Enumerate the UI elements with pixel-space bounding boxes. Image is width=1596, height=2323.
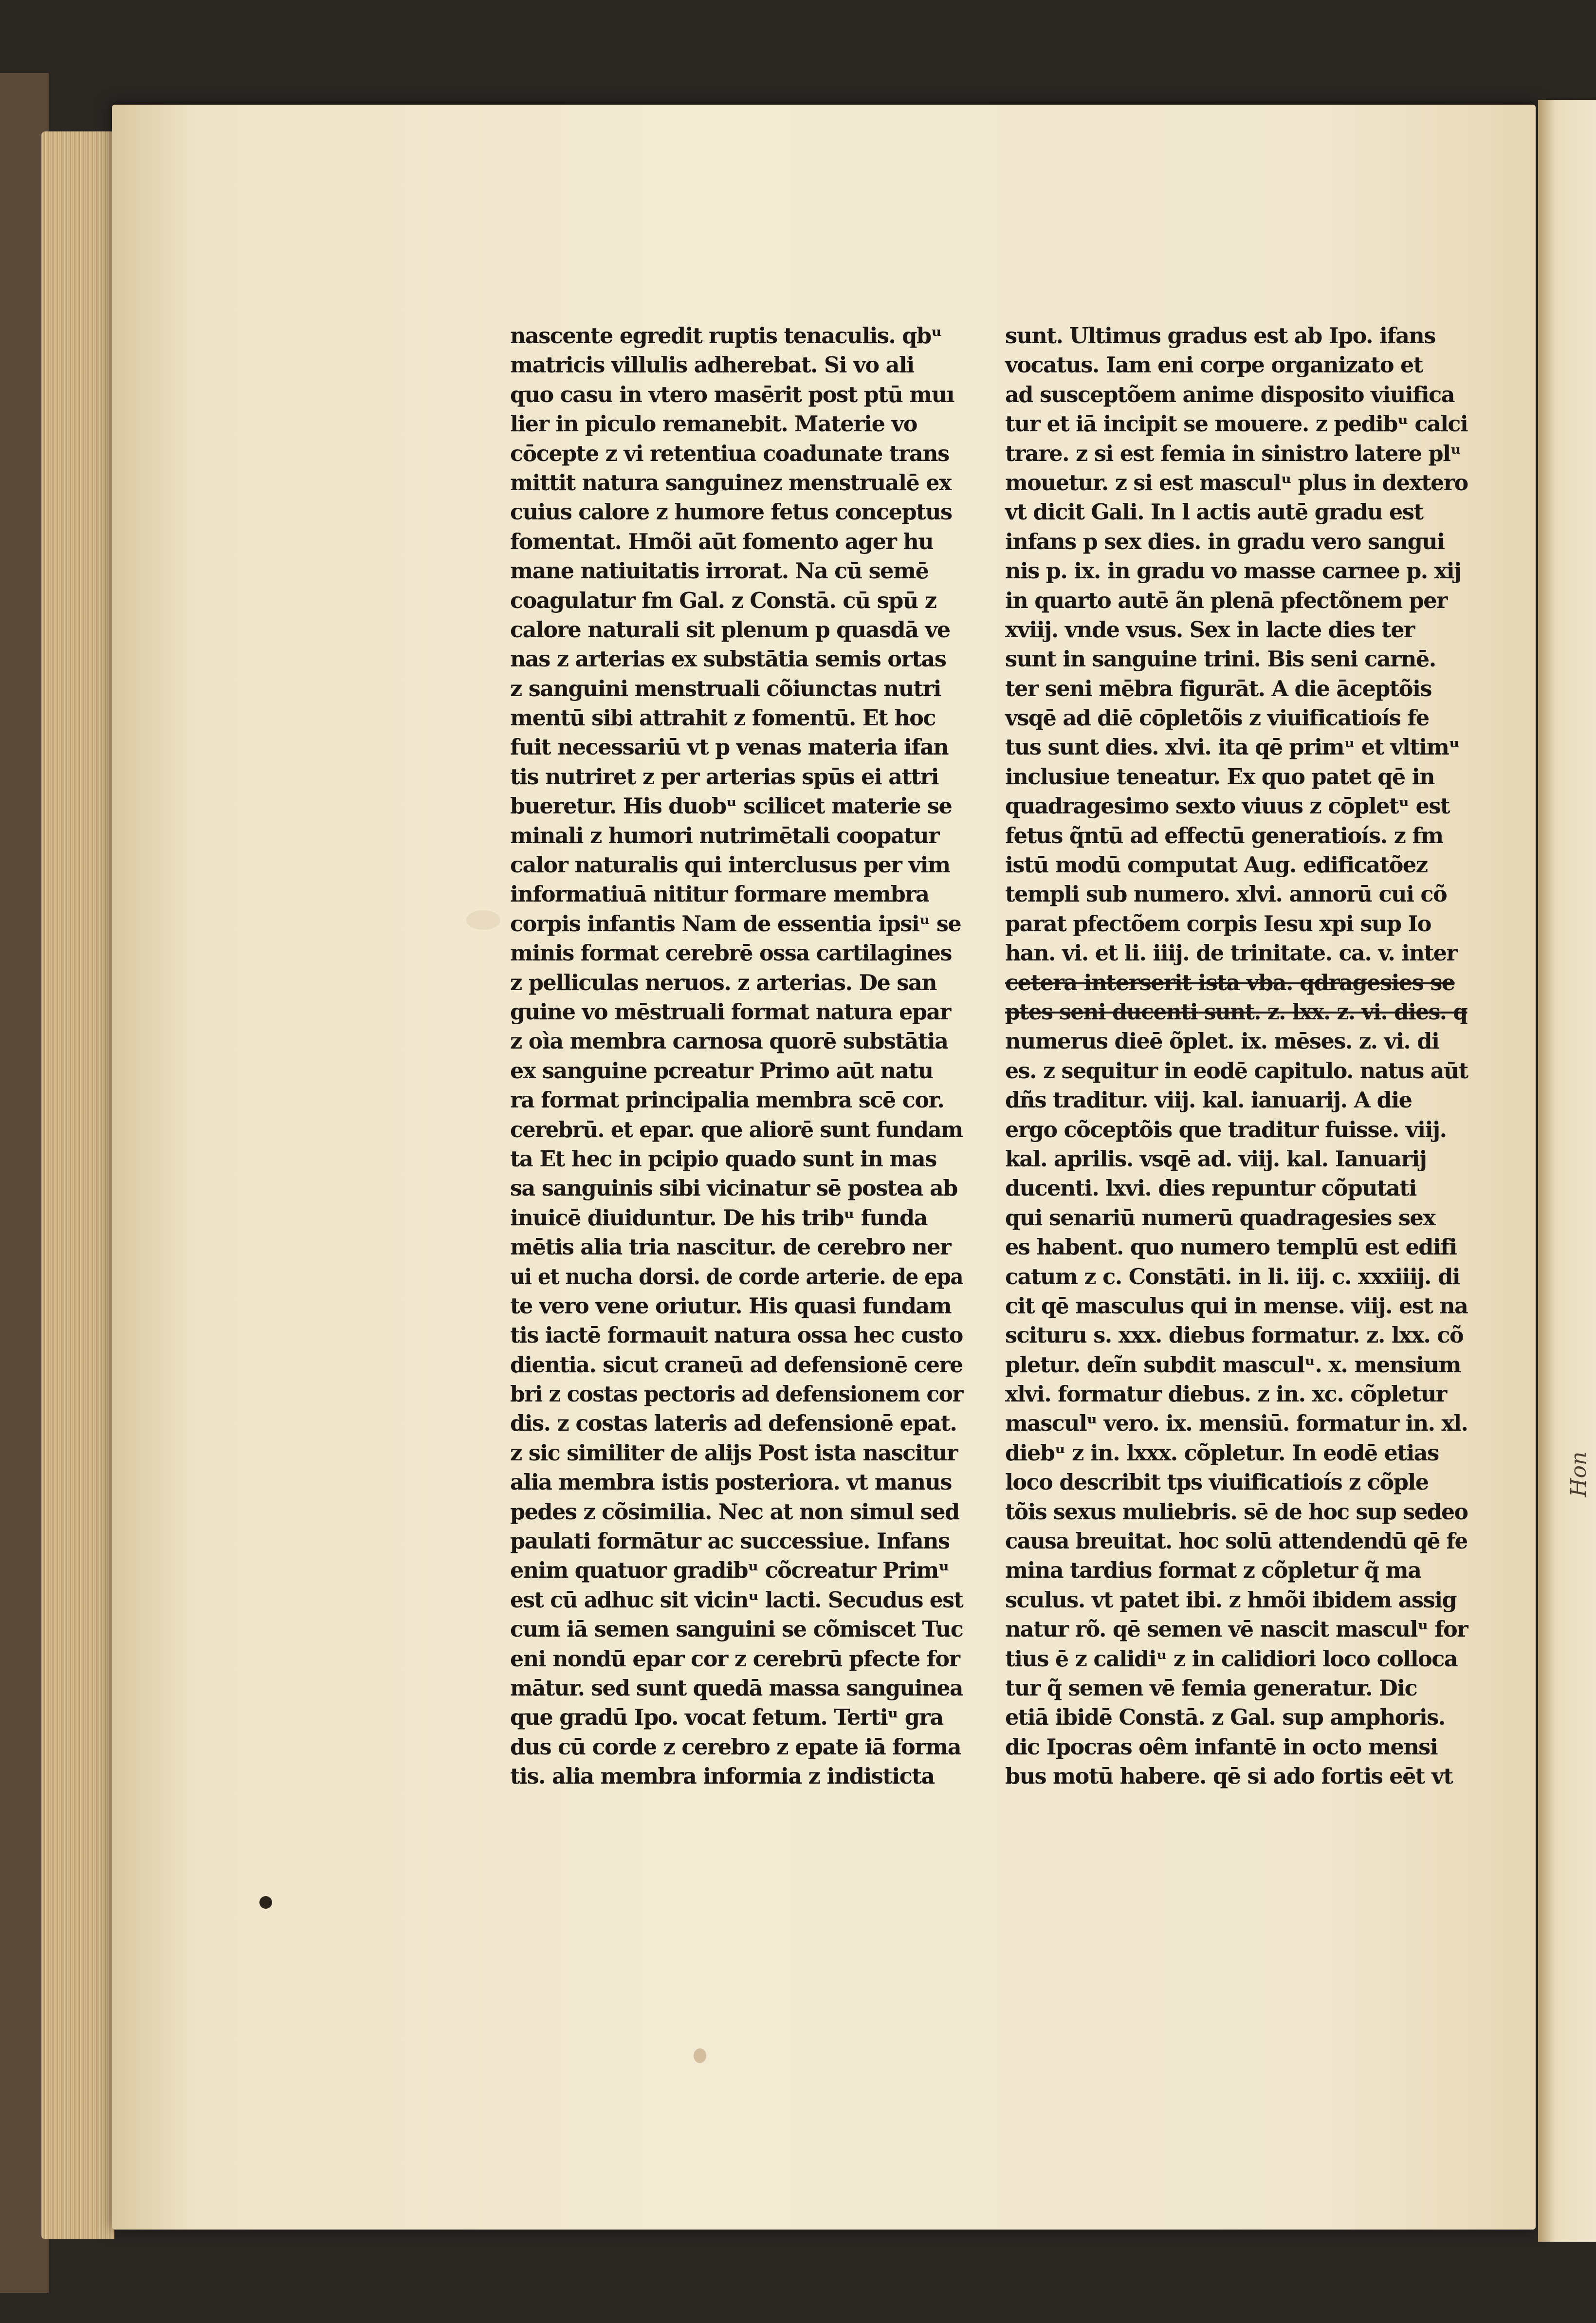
text-line: ad susceptõem anime disposito viuifica <box>1005 382 1455 407</box>
text-line: cetera interserit ista vba. qdragesies se <box>1005 970 1455 996</box>
text-line: eni nondū epar cor z cerebrū pfecte for <box>510 1646 960 1672</box>
text-line: tur q̃ semen vē femia generatur. Dic <box>1005 1675 1417 1701</box>
text-line: numerus dieē õplet. ix. mēses. z. vi. di <box>1005 1029 1439 1054</box>
text-line: sculus. vt patet ibi. z hmõi ibidem assig <box>1005 1587 1457 1613</box>
text-line: sa sanguinis sibi vicinatur sē postea ab <box>510 1176 957 1201</box>
text-line: ducenti. lxvi. dies repuntur cõputati <box>1005 1176 1416 1201</box>
text-line: matricis villulis adherebat. Si vo ali <box>510 352 914 378</box>
text-line: est cū adhuc sit vicinᵘ lacti. Secudus est <box>510 1587 963 1613</box>
text-line: bri z costas pectoris ad defensionem cor <box>510 1382 963 1407</box>
paper-stain <box>466 910 500 930</box>
text-line: minali z humori nutrimētali coopatur <box>510 823 939 848</box>
text-line: tis iactē formauit natura ossa hec custo <box>510 1323 963 1348</box>
text-line: causa breuitat. hoc solū attendendū qē fe <box>1005 1529 1468 1554</box>
paper-stain <box>694 2048 706 2063</box>
text-line: vt dicit Gali. In l actis autē gradu est <box>1005 499 1423 525</box>
text-line: ra format principalia membra scē cor. <box>510 1088 944 1113</box>
text-line: dic Ipocras oêm infantē in octo mensi <box>1005 1734 1438 1760</box>
text-line: z sic similiter de alijs Post ista nascitur <box>510 1440 958 1466</box>
text-line: tis. alia membra informia z indisticta <box>510 1764 935 1789</box>
text-line: pedes z cõsimilia. Nec at non simul sed <box>510 1499 959 1525</box>
text-line: enim quatuor gradibᵘ cõcreatur Primᵘ <box>510 1558 949 1584</box>
text-line: scituru s. xxx. diebus formatur. z. lxx. cõ <box>1005 1323 1464 1348</box>
text-line: dis. z costas lateris ad defensionē epat. <box>510 1411 957 1437</box>
text-line: ptes seni ducenti sunt. z. lxx. z. vi. dies. q <box>1005 999 1468 1025</box>
text-line: calor naturalis qui interclusus per vim <box>510 852 950 878</box>
text-line: han. vi. et li. iiij. de trinitate. ca. v. inter <box>1005 940 1457 966</box>
text-line: ergo cõceptõis que traditur fuisse. viij. <box>1005 1117 1447 1143</box>
text-line: alia membra istis posteriora. vt manus <box>510 1470 952 1495</box>
text-line: ex sanguine pcreatur Primo aūt natu <box>510 1058 933 1084</box>
text-line: calore naturali sit plenum p quasdā ve <box>510 617 950 643</box>
text-line: tius ē z calidiᵘ z in calidiori loco colloca <box>1005 1646 1458 1672</box>
text-line: fuit necessariū vt p venas materia ifan <box>510 735 949 760</box>
left-text-column <box>510 321 963 1791</box>
text-line: mentū sibi attrahit z fomentū. Et hoc <box>510 705 936 731</box>
text-line: fetus q̃ntū ad effectū generatioís. z fm <box>1005 823 1443 848</box>
text-line: fomentat. Hmõi aūt fomento ager hu <box>510 529 934 554</box>
text-line: ta Et hec in pcipio quado sunt in mas <box>510 1146 936 1172</box>
text-line: parat pfectõem corpis Iesu xpi sup Io <box>1005 911 1431 937</box>
text-line: vsqē ad diē cōpletõis z viuificatioís fe <box>1005 705 1429 731</box>
text-line: z sanguini menstruali cõiunctas nutri <box>510 676 941 701</box>
text-line: informatiuā nititur formare membra <box>510 882 929 907</box>
text-line: tus sunt dies. xlvi. ita qē primᵘ et vltimᵘ <box>1005 735 1460 760</box>
text-line: coagulatur fm Gal. z Constā. cū spū z <box>510 588 936 613</box>
text-line: dus cū corde z cerebro z epate iā forma <box>510 1734 961 1760</box>
text-line: diebᵘ z in. lxxx. cõpletur. In eodē etias <box>1005 1440 1439 1466</box>
text-line: templi sub numero. xlvi. annorū cui cõ <box>1005 882 1447 907</box>
text-line: nis p. ix. in gradu vo masse carnee p. xij <box>1005 558 1461 584</box>
text-line: minis format cerebrē ossa cartilagines <box>510 940 952 966</box>
text-line: qui senariū numerū quadragesies sex <box>1005 1205 1435 1231</box>
text-line: nascente egredit ruptis tenaculis. qbᵘ <box>510 323 942 349</box>
text-line: loco describit tps viuificatioís z cõple <box>1005 1470 1429 1495</box>
text-line: pletur. deĩn subdit masculᵘ. x. mensium <box>1005 1352 1461 1378</box>
text-line: ter seni mēbra figurāt. A die āceptõis <box>1005 676 1431 701</box>
right-text-column <box>1005 321 1468 1791</box>
text-line: inuicē diuiduntur. De his tribᵘ funda <box>510 1205 927 1231</box>
text-line: bueretur. His duobᵘ scilicet materie se <box>510 793 952 819</box>
margin-annotation: Hon <box>1566 1451 1591 1497</box>
text-line: sunt. Ultimus gradus est ab Ipo. ifans <box>1005 323 1435 349</box>
text-line: es. z sequitur in eodē capitulo. natus aūt <box>1005 1058 1468 1084</box>
text-line: bus motū habere. qē si ado fortis eēt vt <box>1005 1764 1453 1789</box>
facing-page-edge <box>1538 100 1596 2242</box>
text-line: cerebrū. et epar. que aliorē sunt fundam <box>510 1117 963 1143</box>
text-line: mina tardius format z cõpletur q̃ ma <box>1005 1558 1421 1584</box>
text-line: infans p sex dies. in gradu vero sangui <box>1005 529 1445 554</box>
text-line: natur rõ. qē semen vē nascit masculᵘ for <box>1005 1617 1468 1642</box>
text-line: lier in piculo remanebit. Materie vo <box>510 411 917 437</box>
text-line: corpis infantis Nam de essentia ipsiᵘ se <box>510 911 961 937</box>
text-line: sunt in sanguine trini. Bis seni carnē. <box>1005 646 1436 672</box>
page-edges <box>41 131 114 2239</box>
text-line: quo casu in vtero masērit post ptū muı <box>510 382 954 407</box>
text-line: mētis alia tria nascitur. de cerebro ner <box>510 1235 951 1260</box>
text-line: cōcepte z vi retentiua coadunate trans <box>510 441 949 466</box>
text-line: quadragesimo sexto viuus z cōpletᵘ est <box>1005 793 1449 819</box>
text-line: mittit natura sanguinez menstrualē ex <box>510 470 952 496</box>
text-line: etiā ibidē Constā. z Gal. sup amphoris. <box>1005 1705 1445 1731</box>
text-line: istū modū computat Aug. edificatõez <box>1005 852 1428 878</box>
text-line: vocatus. Iam eni corpe organizato et <box>1005 352 1423 378</box>
text-line: nas z arterias ex substātia semis ortas <box>510 646 946 672</box>
text-line: xviij. vnde vsus. Sex in lacte dies ter <box>1005 617 1414 643</box>
text-line: cum iā semen sanguini se cõmiscet Tuc <box>510 1617 963 1642</box>
text-line: z oìa membra carnosa quorē substātia <box>510 1029 948 1054</box>
text-line: xlvi. formatur diebus. z in. xc. cõpletur <box>1005 1382 1447 1407</box>
text-line: cuius calore z humore fetus conceptus <box>510 499 952 525</box>
text-line: trare. z si est femia in sinistro latere plᵘ <box>1005 441 1461 466</box>
text-line: te vero vene oriutur. His quasi fundam <box>510 1293 952 1319</box>
text-line: mouetur. z si est masculᵘ plus in dextero <box>1005 470 1468 496</box>
text-line: masculᵘ vero. ix. mensiū. formatur in. xl. <box>1005 1411 1468 1437</box>
text-line: cit qē masculus qui in mense. viij. est na <box>1005 1293 1468 1319</box>
text-line: catum z c. Constāti. in li. iij. c. xxxiiij. di <box>1005 1264 1460 1290</box>
text-line: paulati formātur ac successiue. Infans <box>510 1529 950 1554</box>
text-line: guine vo mēstruali format natura epar <box>510 999 951 1025</box>
text-line: mane natiuitatis irrorat. Na cū semē <box>510 558 929 584</box>
text-line: ui et nucha dorsi. de corde arterie. de epa <box>510 1264 963 1290</box>
text-line: z pelliculas neruos. z arterias. De san <box>510 970 937 996</box>
text-line: dientia. sicut craneū ad defensionē cere <box>510 1352 963 1378</box>
text-line: kal. aprilis. vsqē ad. viij. kal. Ianuarij <box>1005 1146 1427 1172</box>
text-line: in quarto autē ãn plenā pfectõnem per <box>1005 588 1447 613</box>
ink-dot <box>259 1896 272 1909</box>
text-line: mātur. sed sunt quedā massa sanguinea <box>510 1675 963 1701</box>
text-line: que gradū Ipo. vocat fetum. Tertiᵘ gra <box>510 1705 943 1731</box>
text-line: dñs traditur. viij. kal. ianuarij. A die <box>1005 1088 1412 1113</box>
text-line: tõis sexus muliebris. sē de hoc sup sedeo <box>1005 1499 1468 1525</box>
text-line: tur et iā incipit se mouere. z pedibᵘ calci <box>1005 411 1468 437</box>
text-line: tis nutriret z per arterias spūs ei attri <box>510 764 938 790</box>
text-line: es habent. quo numero templū est edifi <box>1005 1235 1457 1260</box>
text-line: inclusiue teneatur. Ex quo patet qē in <box>1005 764 1434 790</box>
